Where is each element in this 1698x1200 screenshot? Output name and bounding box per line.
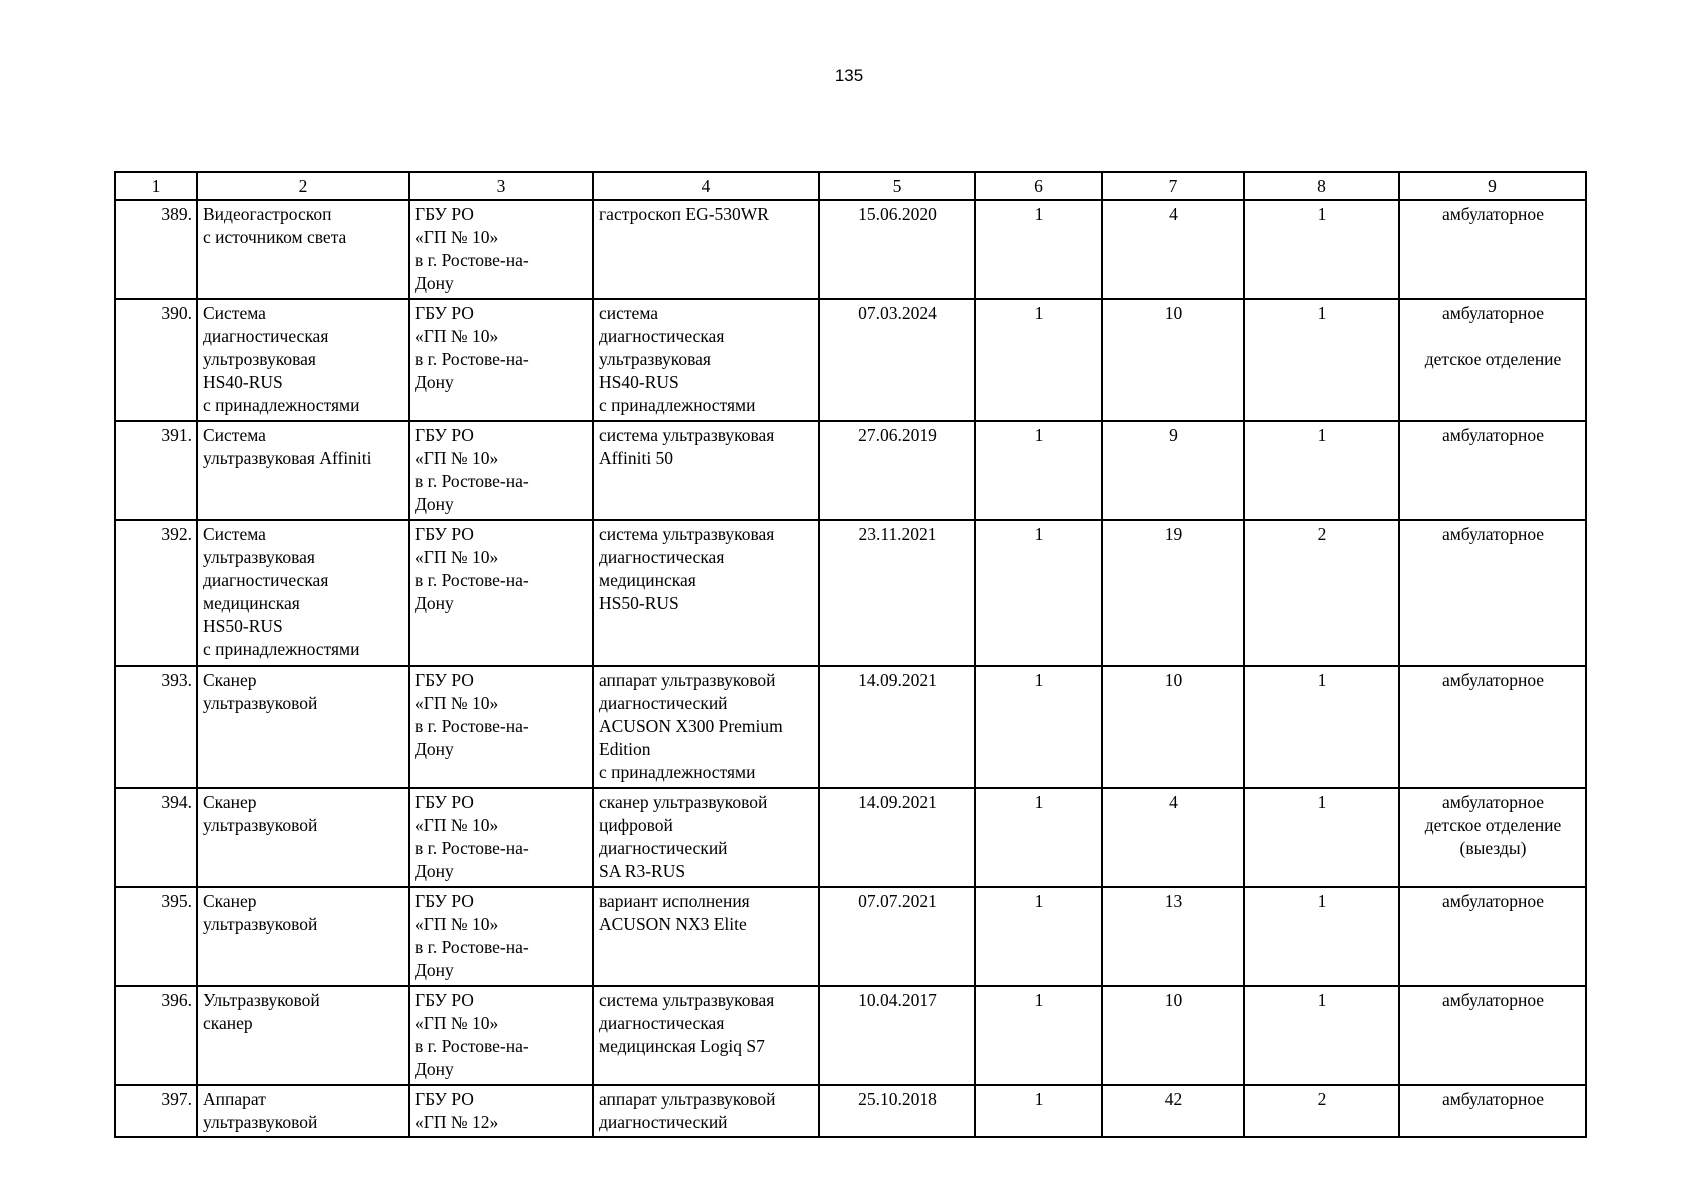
organization-cell [409,788,593,887]
cell-line: ГБУ РО [415,303,474,323]
table-row [115,986,1586,1085]
column-7-cell: 9 [1102,421,1244,520]
cell-line: в г. Ростове-на- [415,250,529,270]
cell-line: HS40-RUS [599,372,679,392]
equipment-name-cell [197,887,409,986]
cell-line: медицинская [203,593,300,613]
cell-line: в г. Ростове-на- [415,1036,529,1056]
cell-line: ультразвуковой [203,815,318,835]
column-6-cell: 1 [975,200,1102,299]
column-7-cell: 4 [1102,200,1244,299]
cell-line: ультрозвуковая [203,349,316,369]
table-header-row [115,172,1586,200]
cell-line: ультразвуковой [203,693,318,713]
table-row [115,666,1586,788]
column-7-cell: 10 [1102,986,1244,1085]
column-6-cell: 1 [975,788,1102,887]
cell-line: в г. Ростове-на- [415,838,529,858]
date-cell: 14.09.2021 [819,788,975,887]
cell-line: с принадлежностями [203,639,360,659]
model-cell [593,887,819,986]
equipment-name-cell [197,299,409,421]
column-8-cell: 2 [1244,520,1399,666]
cell-line: диагностический [599,693,728,713]
cell-line: диагностическая [203,326,329,346]
cell-line: ГБУ РО [415,425,474,445]
cell-line: Сканер [203,792,257,812]
cell-line: Сканер [203,891,257,911]
cell-line: «ГП № 10» [415,693,499,713]
cell-line: амбулаторное [1441,425,1545,445]
cell-line: с принадлежностями [599,762,756,782]
date-cell: 15.06.2020 [819,200,975,299]
cell-line: диагностический [599,1112,728,1132]
cell-line: HS40-RUS [203,372,283,392]
cell-line: аппарат ультразвуковой [599,1089,776,1109]
cell-line: Дону [415,739,454,759]
column-6-cell: 1 [975,887,1102,986]
table-row [115,299,1586,421]
column-7-cell: 10 [1102,299,1244,421]
model-cell [593,520,819,666]
cell-line: Система [203,524,266,544]
cell-line: в г. Ростове-на- [415,716,529,736]
row-number-cell: 389. [115,200,197,299]
cell-line: HS50-RUS [599,593,679,613]
model-cell [593,421,819,520]
department-cell [1399,299,1586,421]
column-8-cell: 2 [1244,1085,1399,1137]
row-number-cell: 393. [115,666,197,788]
department-cell [1399,200,1586,299]
cell-line: Affiniti 50 [599,448,674,468]
column-6-cell: 1 [975,1085,1102,1137]
department-cell [1399,986,1586,1085]
cell-line: Сканер [203,670,257,690]
cell-line: «ГП № 10» [415,547,499,567]
cell-line: Видеогастроскоп [203,204,332,224]
cell-line: Аппарат [203,1089,266,1109]
department-cell [1399,788,1586,887]
row-number-cell: 390. [115,299,197,421]
organization-cell [409,299,593,421]
cell-line: детское отделение [1424,349,1562,369]
cell-line: Система [203,425,266,445]
page-number: 135 [834,66,864,85]
cell-line: с принадлежностями [599,395,756,415]
column-8-cell: 1 [1244,421,1399,520]
header-cell: 7 [1102,172,1244,200]
cell-line: с источником света [203,227,347,247]
column-7-cell: 10 [1102,666,1244,788]
date-cell: 07.07.2021 [819,887,975,986]
organization-cell [409,421,593,520]
cell-line: Edition [599,739,651,759]
cell-line: SA R3-RUS [599,861,686,881]
cell-line: ультразвуковая [203,547,315,567]
model-cell [593,986,819,1085]
column-8-cell: 1 [1244,887,1399,986]
cell-line: амбулаторное [1441,990,1545,1010]
table-row [115,520,1586,666]
cell-line: HS50-RUS [203,616,283,636]
row-number-cell: 391. [115,421,197,520]
cell-line: ГБУ РО [415,204,474,224]
department-cell [1399,421,1586,520]
column-7-cell: 42 [1102,1085,1244,1137]
table-body [115,200,1586,1137]
cell-line: система ультразвуковая [599,990,775,1010]
cell-line: в г. Ростове-на- [415,471,529,491]
cell-line: амбулаторное [1441,303,1545,323]
header-cell: 5 [819,172,975,200]
table-row [115,421,1586,520]
row-number-cell: 392. [115,520,197,666]
cell-line: медицинская Logiq S7 [599,1036,765,1056]
cell-line: Дону [415,494,454,514]
cell-line: «ГП № 10» [415,914,499,934]
cell-line: Дону [415,372,454,392]
cell-line: амбулаторное [1441,670,1545,690]
header-cell: 9 [1399,172,1586,200]
cell-line: ГБУ РО [415,792,474,812]
column-7-cell: 19 [1102,520,1244,666]
header-cell: 1 [115,172,197,200]
row-number-cell: 395. [115,887,197,986]
cell-line: в г. Ростове-на- [415,349,529,369]
row-number-cell: 397. [115,1085,197,1137]
cell-line: сканер [203,1013,253,1033]
department-cell [1399,1085,1586,1137]
column-7-cell: 4 [1102,788,1244,887]
cell-line: «ГП № 10» [415,1013,499,1033]
cell-line: ультразвуковая [599,349,711,369]
organization-cell [409,986,593,1085]
cell-line: Дону [415,273,454,293]
cell-line: ACUSON NX3 Elite [599,914,747,934]
equipment-name-cell [197,666,409,788]
cell-line: диагностическая [599,547,725,567]
department-cell [1399,887,1586,986]
model-cell [593,788,819,887]
cell-line: цифровой [599,815,673,835]
equipment-name-cell [197,986,409,1085]
cell-line: диагностическая [203,570,329,590]
table-row [115,200,1586,299]
cell-line: диагностический [599,838,728,858]
row-number-cell: 396. [115,986,197,1085]
cell-line: «ГП № 10» [415,815,499,835]
cell-line: «ГП № 10» [415,448,499,468]
organization-cell [409,200,593,299]
cell-line: вариант исполнения [599,891,750,911]
column-8-cell: 1 [1244,200,1399,299]
department-cell [1399,666,1586,788]
cell-line: система [599,303,659,323]
cell-line: система ультразвуковая [599,425,775,445]
organization-cell [409,520,593,666]
cell-line: ГБУ РО [415,1089,474,1109]
cell-line: Дону [415,1059,454,1079]
table-row [115,887,1586,986]
header-cell: 3 [409,172,593,200]
cell-line: медицинская [599,570,696,590]
equipment-name-cell [197,520,409,666]
cell-line: аппарат ультразвуковой [599,670,776,690]
cell-line: (выезды) [1459,838,1527,858]
header-cell: 2 [197,172,409,200]
column-8-cell: 1 [1244,788,1399,887]
organization-cell [409,1085,593,1137]
column-7-cell: 13 [1102,887,1244,986]
cell-line: амбулаторное [1441,1089,1545,1109]
cell-line: «ГП № 10» [415,326,499,346]
header-cell: 4 [593,172,819,200]
cell-line: гастроскоп EG-530WR [599,204,769,224]
cell-line: с принадлежностями [203,395,360,415]
column-8-cell: 1 [1244,986,1399,1085]
cell-line: система ультразвуковая [599,524,775,544]
column-6-cell: 1 [975,666,1102,788]
column-6-cell: 1 [975,986,1102,1085]
cell-line: в г. Ростове-на- [415,570,529,590]
cell-line: амбулаторное [1441,792,1545,812]
cell-line: ультразвуковой [203,1112,318,1132]
equipment-name-cell [197,200,409,299]
cell-line: Ультразвуковой [203,990,320,1010]
header-cell: 6 [975,172,1102,200]
equipment-name-cell [197,788,409,887]
organization-cell [409,887,593,986]
cell-line: ACUSON X300 Premium [599,716,783,736]
equipment-name-cell [197,421,409,520]
column-6-cell: 1 [975,421,1102,520]
cell-line: ультразвуковой [203,914,318,934]
cell-line: «ГП № 12» [415,1112,499,1132]
cell-line: ультразвуковая Affiniti [203,448,372,468]
row-number-cell: 394. [115,788,197,887]
cell-line: в г. Ростове-на- [415,937,529,957]
cell-line: Дону [415,593,454,613]
cell-line: ГБУ РО [415,524,474,544]
header-cell: 8 [1244,172,1399,200]
date-cell: 25.10.2018 [819,1085,975,1137]
cell-line: «ГП № 10» [415,227,499,247]
cell-line [1405,325,1581,348]
cell-line: амбулаторное [1441,524,1545,544]
department-cell [1399,520,1586,666]
cell-line: Дону [415,861,454,881]
equipment-name-cell [197,1085,409,1137]
cell-line: ГБУ РО [415,891,474,911]
date-cell: 07.03.2024 [819,299,975,421]
cell-line: ГБУ РО [415,670,474,690]
column-8-cell: 1 [1244,666,1399,788]
cell-line: Дону [415,960,454,980]
cell-line: диагностическая [599,1013,725,1033]
organization-cell [409,666,593,788]
column-6-cell: 1 [975,299,1102,421]
date-cell: 23.11.2021 [819,520,975,666]
column-8-cell: 1 [1244,299,1399,421]
model-cell [593,299,819,421]
date-cell: 10.04.2017 [819,986,975,1085]
cell-line: амбулаторное [1441,204,1545,224]
column-6-cell: 1 [975,520,1102,666]
cell-line: ГБУ РО [415,990,474,1010]
table-row [115,1085,1586,1137]
cell-line: Система [203,303,266,323]
cell-line: диагностическая [599,326,725,346]
model-cell [593,1085,819,1137]
cell-line: сканер ультразвуковой [599,792,768,812]
model-cell [593,666,819,788]
cell-line: детское отделение [1424,815,1562,835]
date-cell: 27.06.2019 [819,421,975,520]
model-cell [593,200,819,299]
cell-line: амбулаторное [1441,891,1545,911]
table-row [115,788,1586,887]
date-cell: 14.09.2021 [819,666,975,788]
equipment-table [114,171,1587,1138]
